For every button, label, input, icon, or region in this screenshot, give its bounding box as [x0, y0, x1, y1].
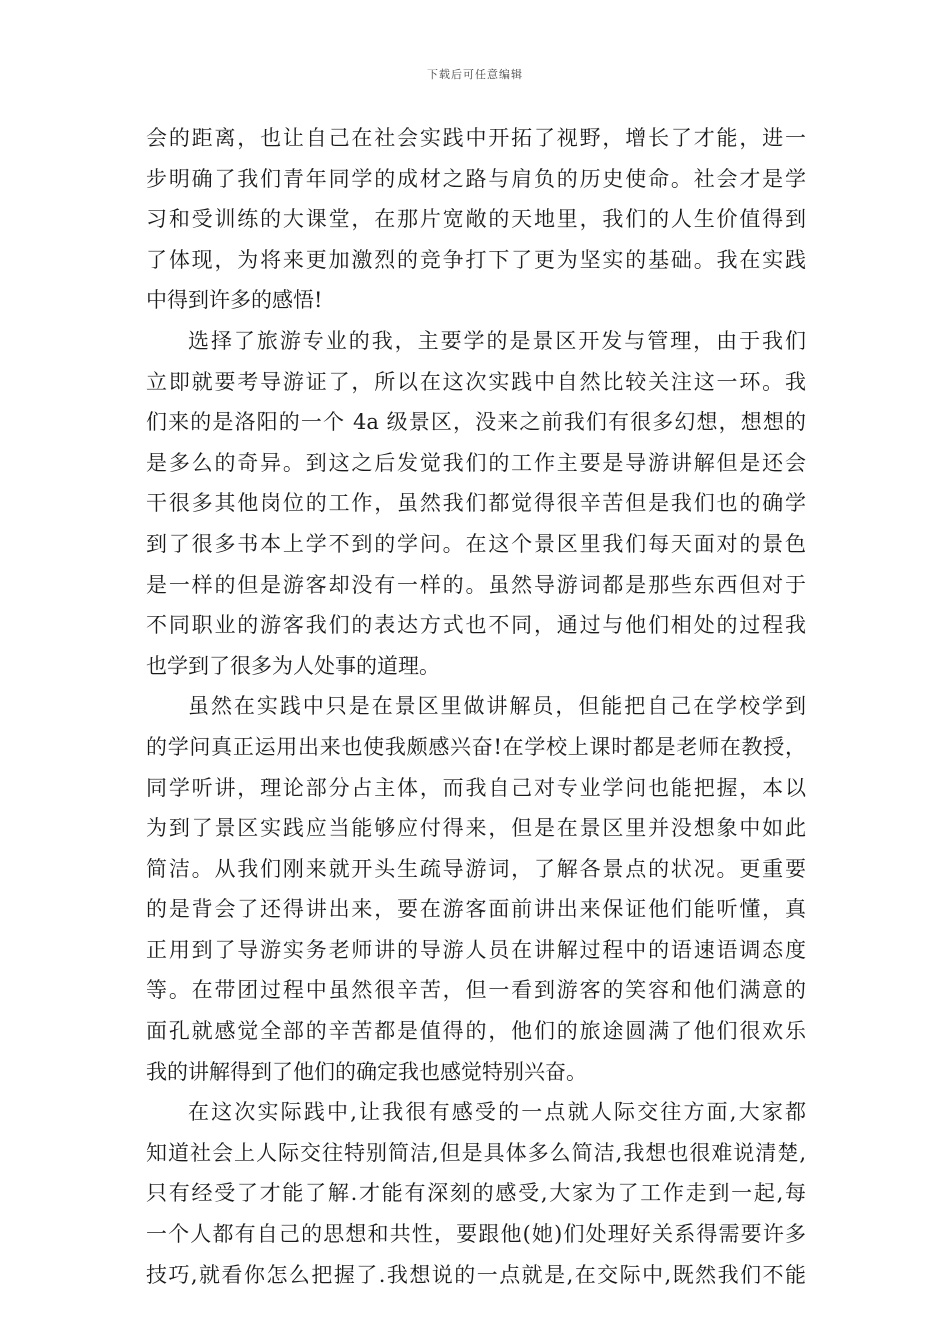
- paragraph-line: 虽然在实践中只是在景区里做讲解员，但能把自己在学校学到: [188, 694, 806, 719]
- paragraph-line: 的是背会了还得讲出来，要在游客面前讲出来保证他们能听懂，真: [146, 897, 806, 922]
- paragraph-line: 同学听讲，理论部分占主体，而我自己对专业学问也能把握，本以: [146, 775, 806, 800]
- paragraph-line: 知道社会上人际交往特别简洁,但是具体多么简洁,我想也很难说清楚,: [146, 1140, 806, 1165]
- paragraph-line: 正用到了导游实务老师讲的导游人员在讲解过程中的语速语调态度: [146, 937, 806, 962]
- paragraph-line: 我的讲解得到了他们的确定我也感觉特别兴奋。: [146, 1059, 587, 1084]
- paragraph-line: 在这次实际践中,让我很有感受的一点就人际交往方面,大家都: [188, 1100, 806, 1125]
- paragraph-line: 到了很多书本上学不到的学问。在这个景区里我们每天面对的景色: [146, 531, 806, 556]
- paragraph-line: 选择了旅游专业的我，主要学的是景区开发与管理，由于我们: [188, 328, 806, 353]
- paragraph-line: 等。在带团过程中虽然很辛苦，但一看到游客的笑容和他们满意的: [146, 978, 806, 1003]
- paragraph-line: 简洁。从我们刚来就开头生疏导游词，了解各景点的状况。更重要: [146, 856, 806, 881]
- page-header: 下载后可任意编辑: [427, 68, 523, 81]
- paragraph-line: 立即就要考导游证了，所以在这次实践中自然比较关注这一环。我: [146, 369, 806, 394]
- document-body: [146, 118, 806, 1295]
- paragraph-line: 不同职业的游客我们的表达方式也不同，通过与他们相处的过程我: [146, 613, 806, 638]
- paragraph-line: 是多么的奇异。到这之后发觉我们的工作主要是导游讲解但是还会: [146, 450, 806, 475]
- paragraph-line: 只有经受了才能了解.才能有深刻的感受,大家为了工作走到一起,每: [146, 1181, 806, 1206]
- paragraph-line: 技巧,就看你怎么把握了.我想说的一点就是,在交际中,既然我们不能: [146, 1262, 806, 1287]
- paragraph-line: 的学问真正运用出来也使我颇感兴奋!在学校上课时都是老师在教授，: [146, 734, 806, 759]
- paragraph-line: 也学到了很多为人处事的道理。: [146, 653, 440, 678]
- paragraph-line: 是一样的但是游客却没有一样的。虽然导游词都是那些东西但对于: [146, 572, 806, 597]
- paragraph-line: 一个人都有自己的思想和共性，要跟他(她)们处理好关系得需要许多: [146, 1222, 806, 1247]
- paragraph-line: 习和受训练的大课堂，在那片宽敞的天地里，我们的人生价值得到: [146, 207, 806, 232]
- paragraph-line: 干很多其他岗位的工作，虽然我们都觉得很辛苦但是我们也的确学: [146, 491, 806, 516]
- paragraph-line: 为到了景区实践应当能够应付得来，但是在景区里并没想象中如此: [146, 816, 806, 841]
- paragraph-line: 会的距离，也让自己在社会实践中开拓了视野，增长了才能，进一: [146, 126, 806, 150]
- paragraph-line: 步明确了我们青年同学的成材之路与肩负的历史使命。社会才是学: [146, 166, 806, 191]
- paragraph-line: 们来的是洛阳的一个 4a 级景区，没来之前我们有很多幻想，想想的: [146, 410, 806, 435]
- paragraph-line: 中得到许多的感悟!: [146, 288, 323, 313]
- paragraph-line: 了体现，为将来更加激烈的竞争打下了更为坚实的基础。我在实践: [146, 247, 806, 272]
- paragraph-line: 面孔就感觉全部的辛苦都是值得的，他们的旅途圆满了他们很欢乐: [146, 1019, 806, 1044]
